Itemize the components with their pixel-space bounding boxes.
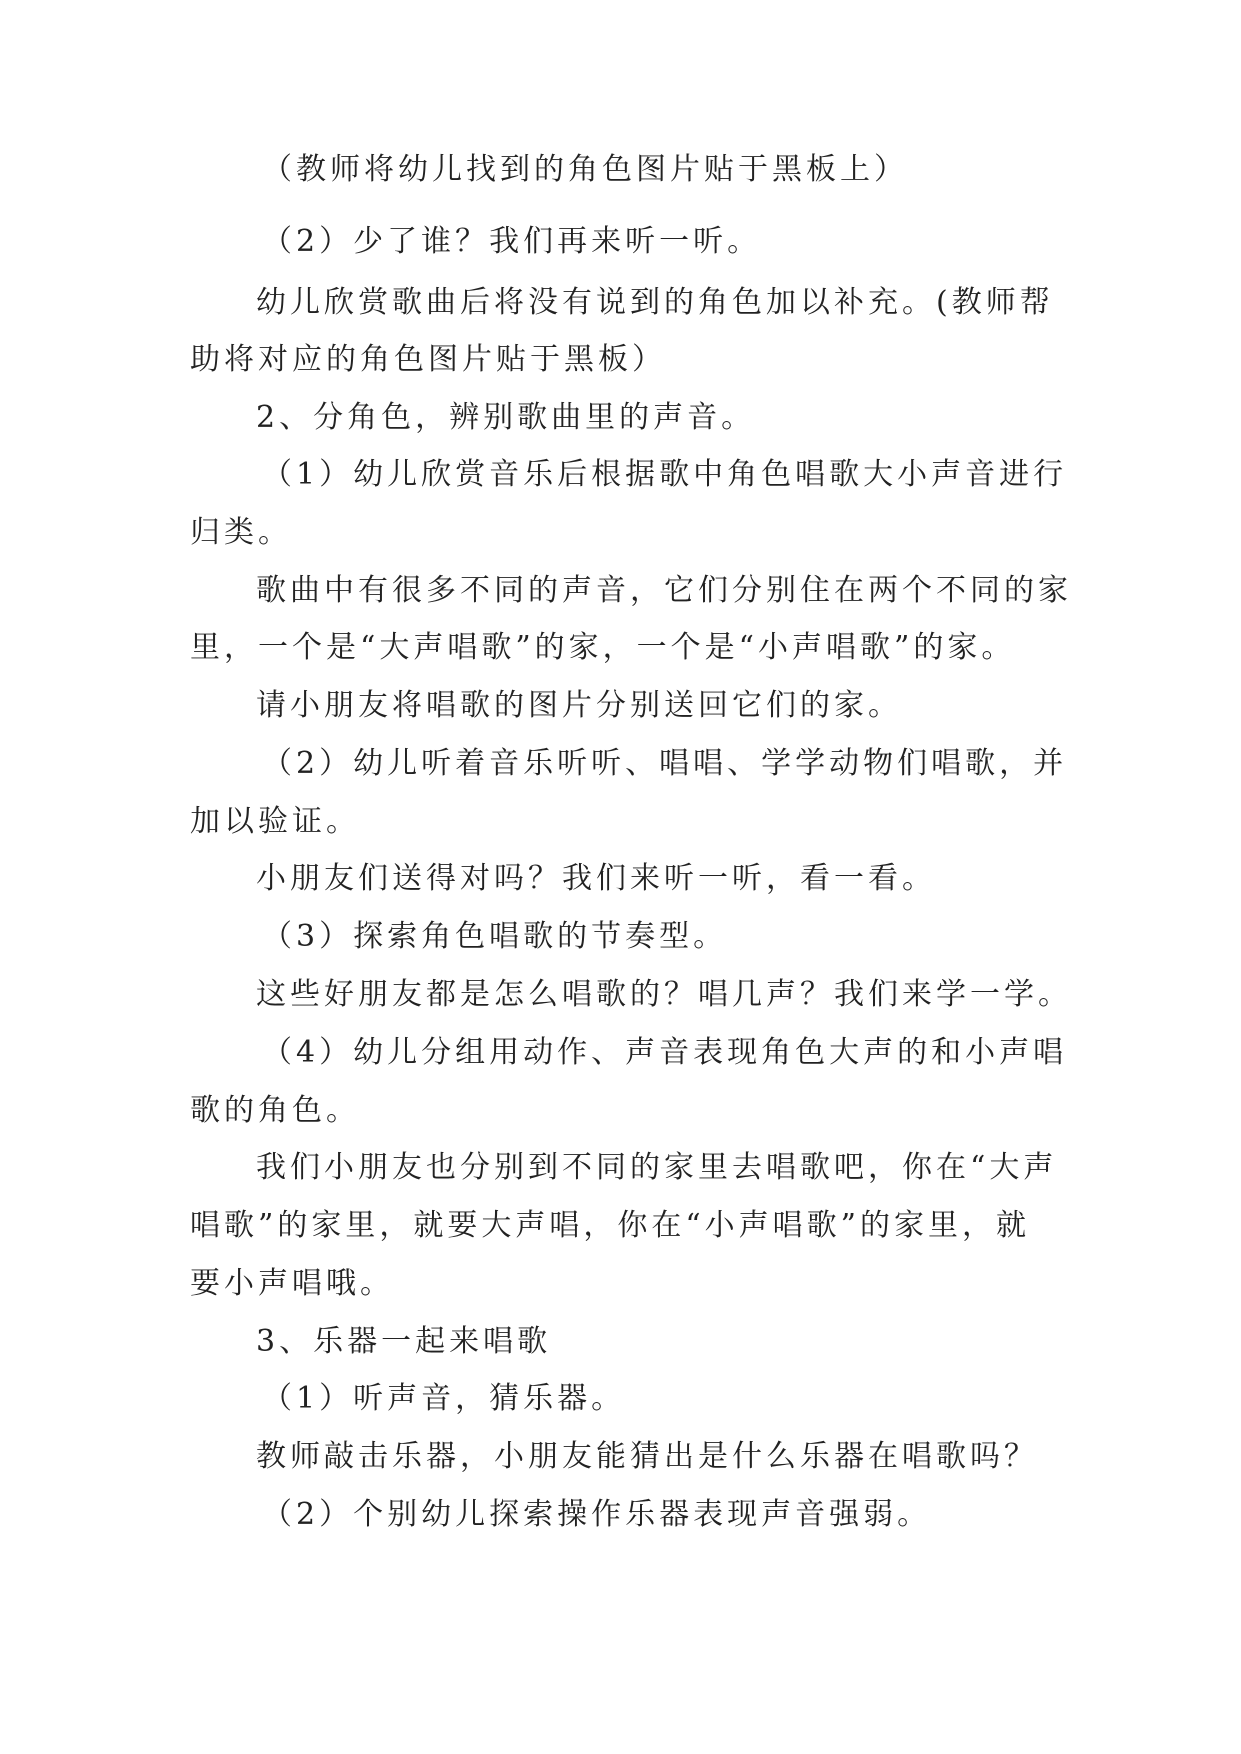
paragraph-line: 这些好朋友都是怎么唱歌的？唱几声？我们来学一学。 bbox=[256, 977, 1072, 1012]
paragraph-line: 3、乐器一起来唱歌 bbox=[256, 1324, 552, 1359]
paragraph-line: 助将对应的角色图片贴于黑板） bbox=[190, 342, 666, 377]
paragraph-line: 幼儿欣赏歌曲后将没有说到的角色加以补充。(教师帮 bbox=[256, 285, 1054, 320]
paragraph-line: （1）幼儿欣赏音乐后根据歌中角色唱歌大小声音进行 bbox=[262, 457, 1068, 492]
paragraph-line: （1）听声音，猜乐器。 bbox=[262, 1381, 626, 1416]
paragraph-line: （3）探索角色唱歌的节奏型。 bbox=[262, 919, 728, 954]
paragraph-line: 请小朋友将唱歌的图片分别送回它们的家。 bbox=[256, 688, 902, 723]
paragraph-line: 要小声唱哦。 bbox=[190, 1266, 394, 1301]
paragraph-line: （2）幼儿听着音乐听听、唱唱、学学动物们唱歌，并 bbox=[262, 746, 1068, 781]
paragraph-line: 2、分角色，辨别歌曲里的声音。 bbox=[256, 400, 756, 435]
paragraph-line: 歌曲中有很多不同的声音，它们分别住在两个不同的家 bbox=[256, 573, 1072, 608]
paragraph-line: 唱歌”的家里，就要大声唱，你在“小声唱歌”的家里，就 bbox=[190, 1208, 1031, 1243]
paragraph-line: 歌的角色。 bbox=[190, 1093, 360, 1128]
paragraph-line: 加以验证。 bbox=[190, 804, 360, 839]
paragraph-line: 教师敲击乐器，小朋友能猜出是什么乐器在唱歌吗？ bbox=[256, 1439, 1038, 1474]
paragraph-line: 小朋友们送得对吗？我们来听一听，看一看。 bbox=[256, 861, 936, 896]
paragraph-line: （教师将幼儿找到的角色图片贴于黑板上） bbox=[262, 152, 908, 187]
paragraph-line: （4）幼儿分组用动作、声音表现角色大声的和小声唱 bbox=[262, 1035, 1068, 1070]
paragraph-line: 归类。 bbox=[190, 515, 292, 550]
paragraph-line: （2）个别幼儿探索操作乐器表现声音强弱。 bbox=[262, 1497, 932, 1532]
paragraph-line: 我们小朋友也分别到不同的家里去唱歌吧，你在“大声 bbox=[256, 1150, 1058, 1185]
paragraph-line: 里，一个是“大声唱歌”的家，一个是“小声唱歌”的家。 bbox=[190, 630, 1016, 665]
paragraph-line: （2）少了谁？我们再来听一听。 bbox=[262, 224, 762, 259]
